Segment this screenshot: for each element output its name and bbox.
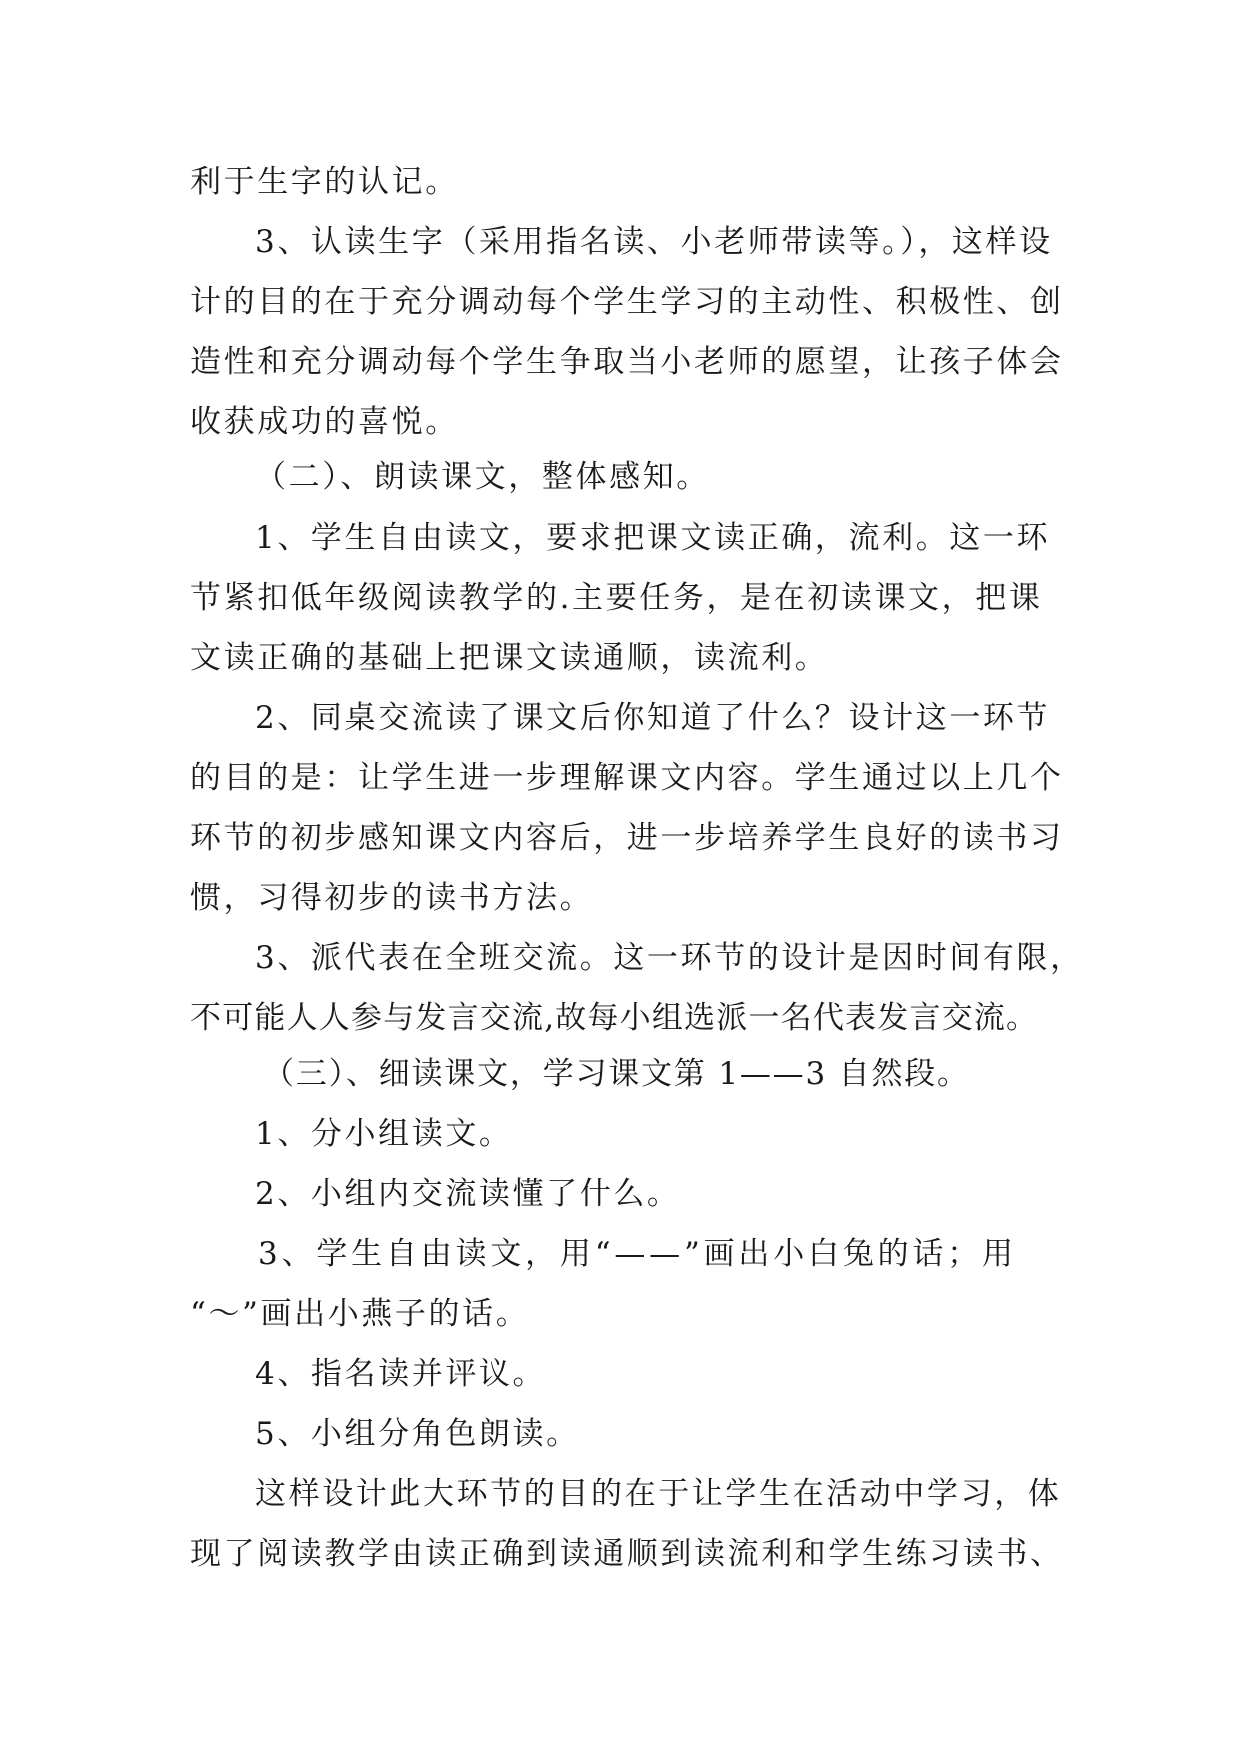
text-line: 收获成功的喜悦。: [190, 404, 459, 440]
text-line: 环节的初步感知课文内容后，进一步培养学生良好的读书习: [190, 820, 1064, 856]
text-line: 5、小组分角色朗读。: [255, 1416, 580, 1452]
text-line: 不可能人人参与发言交流,故每小组选派一名代表发言交流。: [190, 1000, 1039, 1036]
text-line: 造性和充分调动每个学生争取当小老师的愿望，让孩子体会: [190, 344, 1064, 380]
text-line: 计的目的在于充分调动每个学生学习的主动性、积极性、创: [190, 284, 1064, 320]
text-line: 的目的是：让学生进一步理解课文内容。学生通过以上几个: [190, 760, 1064, 796]
text-line: 3、认读生字（采用指名读、小老师带读等。），这样设: [255, 224, 1053, 260]
text-line: 1、分小组读文。: [255, 1116, 513, 1152]
section-heading: （三）、细读课文，学习课文第 1——3 自然段。: [263, 1056, 970, 1092]
text-line: 现了阅读教学由读正确到读通顺到读流利和学生练习读书、: [190, 1536, 1064, 1572]
section-heading: （二）、朗读课文，整体感知。: [255, 459, 710, 495]
text-line: 利于生字的认记。: [190, 164, 459, 200]
text-line: 4、指名读并评议。: [255, 1356, 547, 1392]
text-line: 2、小组内交流读懂了什么。: [255, 1176, 681, 1212]
text-line: 3、学生自由读文，用“——”画出小白兔的话；用: [258, 1236, 1017, 1272]
text-line: “～”画出小燕子的话。: [190, 1296, 530, 1332]
text-line: 这样设计此大环节的目的在于让学生在活动中学习，体: [255, 1476, 1062, 1512]
text-line: 惯，习得初步的读书方法。: [190, 880, 594, 916]
text-line: 文读正确的基础上把课文读通顺，读流利。: [190, 640, 829, 676]
text-line: 1、学生自由读文，要求把课文读正确，流利。这一环: [255, 520, 1051, 556]
text-line: 2、同桌交流读了课文后你知道了什么？设计这一环节: [255, 700, 1051, 736]
text-line: 3、派代表在全班交流。这一环节的设计是因时间有限，: [255, 940, 1084, 976]
text-line: 节紧扣低年级阅读教学的.主要任务，是在初读课文，把课: [190, 580, 1043, 616]
